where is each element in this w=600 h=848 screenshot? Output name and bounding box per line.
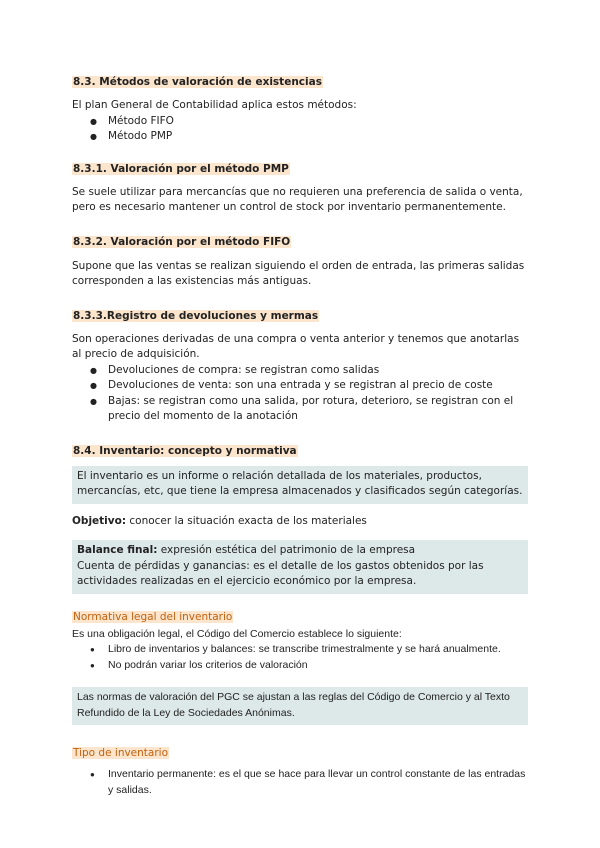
balance-line — [77, 543, 523, 559]
paragraph-8-3-3: Son operaciones derivadas de una compra o venta anterior y tenemos que anotarlas al precio de adquisición. — [72, 332, 520, 360]
objetivo-paragraph — [72, 514, 530, 530]
list-item: ● Devoluciones de venta: son una entrada y se registran al precio de coste — [108, 378, 530, 394]
list-tipo — [72, 767, 530, 798]
list-item: ● Método FIFO — [108, 114, 530, 130]
list-item: ● Devoluciones de compra: se registran como salidas — [108, 363, 530, 379]
list-item: ● Método PMP — [108, 129, 530, 145]
heading-8-3-1: 8.3.1. Valoración por el método PMP — [73, 162, 289, 175]
paragraph-8-3-2: Supone que las ventas se realizan siguiendo el orden de entrada, las primeras salidas corresponden a las existencias más antiguas. — [72, 259, 525, 287]
heading-8-4-wrap — [72, 439, 530, 459]
heading-8-3-3-wrap — [72, 304, 530, 324]
normativa-heading: Normativa legal del inventario — [73, 610, 233, 623]
objetivo-text: conocer la situación exacta de los materiales — [126, 514, 367, 527]
objetivo-label: Objetivo: — [72, 514, 127, 527]
balance-box — [72, 540, 528, 594]
list-item: ● Inventario permanente: es el que se hace para llevar un control constante de las entradas y salidas. — [108, 767, 530, 798]
list-methods — [72, 114, 530, 145]
heading-8-3-2-wrap — [72, 230, 530, 250]
heading-8-3-1-wrap — [72, 157, 530, 177]
heading-8-4: 8.4. Inventario: concepto y normativa — [73, 444, 297, 457]
cuenta-text: Cuenta de pérdidas y ganancias: es el detalle de los gastos obtenidos por las actividades realizadas en el ejercicio económico por la empresa. — [77, 559, 484, 587]
list-normativa — [72, 642, 530, 673]
list-item: ● Bajas: se registran como una salida, por rotura, deterioro, se registran con el precio del momento de la anotación — [108, 394, 530, 425]
heading-8-3-wrap — [72, 70, 530, 90]
paragraph-8-3-intro: El plan General de Contabilidad aplica estos métodos: — [72, 99, 357, 111]
list-item: ● Libro de inventarios y balances: se transcribe trimestralmente y se hará anualmente. — [108, 642, 530, 658]
normas-box: Las normas de valoración del PGC se ajustan a las reglas del Código de Comercio y al Texto Refundido de la Ley de Sociedades Anónimas. — [72, 687, 528, 725]
list-item: ● No podrán variar los criterios de valoración — [108, 658, 530, 674]
heading-8-3-3: 8.3.3.Registro de devoluciones y mermas — [73, 309, 319, 322]
list-devoluciones — [72, 363, 530, 425]
balance-text: expresión estética del patrimonio de la empresa — [157, 544, 416, 556]
heading-8-3-2: 8.3.2. Valoración por el método FIFO — [73, 235, 291, 248]
paragraph-8-3-1: Se suele utilizar para mercancías que no requieren una preferencia de salida o venta, pero es necesario mantener un control de stock por inventario permanentemente. — [72, 185, 523, 213]
tipo-heading: Tipo de inventario — [73, 747, 169, 759]
normativa-intro: Es una obligación legal, el Código del Comercio establece lo siguiente: — [72, 627, 402, 640]
heading-8-3: 8.3. Métodos de valoración de existencias — [73, 76, 322, 88]
tipo-heading-wrap — [72, 741, 530, 761]
normativa-heading-wrap — [72, 605, 530, 625]
balance-label: Balance final: — [77, 544, 158, 556]
document-content — [72, 66, 530, 798]
definition-box: El inventario es un informe o relación detallada de los materiales, productos, mercancías, etc, que tiene la empresa almacenados y clasificados según categorías. — [72, 466, 528, 504]
